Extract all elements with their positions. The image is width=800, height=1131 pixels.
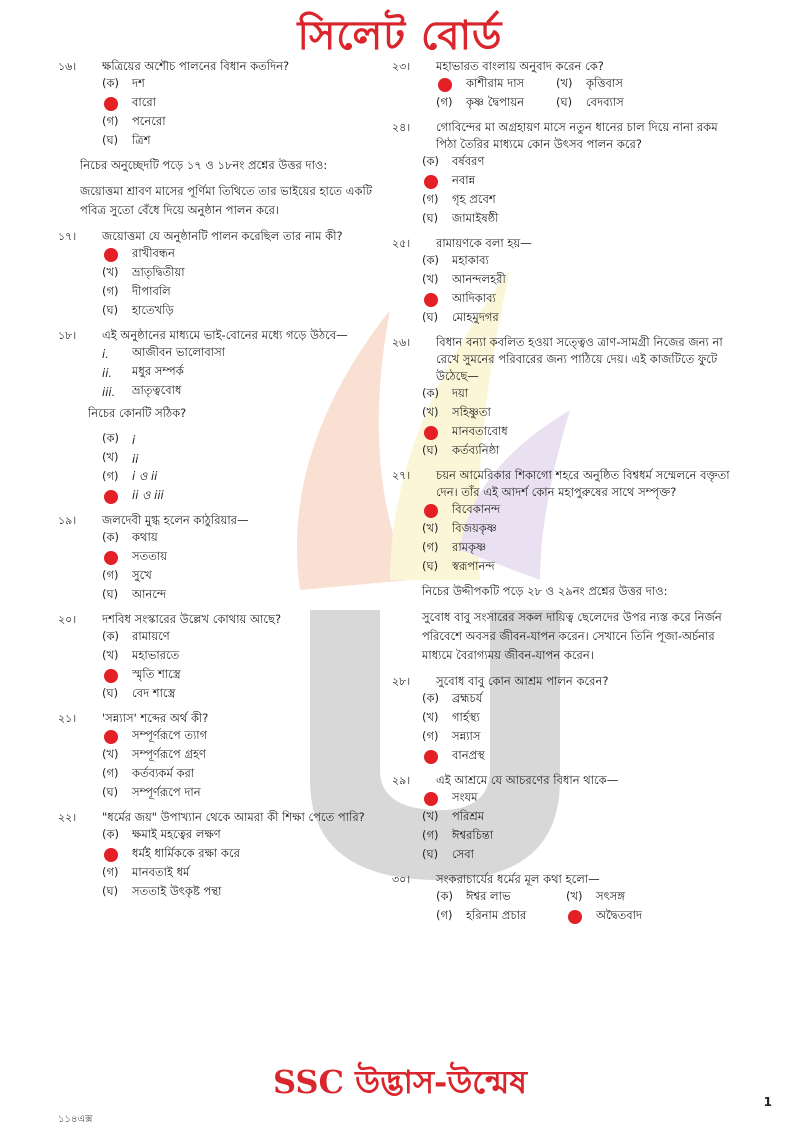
option: (গ) পনেরো bbox=[102, 114, 166, 128]
option: (ক) দয়া bbox=[422, 386, 469, 400]
passage-text: জয়োত্তমা শ্রাবণ মাসের পূর্ণিমা তিথিতে তার ভাইয়ের হাতে একটি পবিত্র সুতো বেঁধে দিয়ে অনুষ্ঠান পালন করে। bbox=[80, 184, 373, 217]
question-29: ২৯। এই আশ্রমে যে আচরণের বিধান থাকে— সংযম (খ) পরিশ্রম (গ) ঈশ্বরচিন্তা (ঘ) সেবা bbox=[392, 772, 732, 865]
question-text: ক্ষত্রিয়ের অশৌচ পালনের বিধান কতদিন? bbox=[102, 59, 290, 73]
option-answer: বারো bbox=[102, 94, 388, 113]
answer-dot-icon bbox=[104, 848, 118, 862]
option: (ক) কথায় bbox=[102, 530, 158, 544]
option-answer: সম্পূর্ণরূপে ত্যাগ bbox=[102, 727, 388, 746]
question-17: ১৭। জয়োত্তমা যে অনুষ্ঠানটি পালন করেছিল তার নাম কী? রাখীবন্ধন (খ) ভ্রাতৃদ্বিতীয়া (গ) দীপাবলি (ঘ) হাতেখড়ি bbox=[58, 228, 388, 321]
answer-dot-icon bbox=[424, 792, 438, 806]
left-column bbox=[58, 58, 388, 908]
option: (ঘ) ত্রিশ bbox=[102, 133, 151, 147]
page-title: সিলেট বোর্ড bbox=[297, 13, 503, 59]
option: (গ) রামকৃষ্ণ bbox=[422, 540, 487, 554]
answer-dot-icon bbox=[568, 910, 582, 924]
option: (গ) গৃহ প্রবেশ bbox=[422, 192, 496, 206]
option: (খ) ii bbox=[102, 450, 139, 466]
question-22: ২২। "ধর্মের জয়" উপাখ্যান থেকে আমরা কী শিক্ষা পেতে পারি? (ক) ক্ষমাই মহত্বের লক্ষণ ধর্মই ধার্মিককে রক্ষা করে (গ) মানবতাই ধর্ম (ঘ) সততাই উৎকৃষ্ট পন্থা bbox=[58, 809, 388, 902]
option: (খ) মহাভারতে bbox=[102, 648, 180, 662]
option: (খ) ভ্রাতৃদ্বিতীয়া bbox=[102, 265, 185, 279]
option: (খ) বিজয়কৃষ্ণ bbox=[422, 521, 497, 535]
option-answer: সততায় bbox=[102, 548, 388, 567]
answer-dot-icon bbox=[104, 669, 118, 683]
option: (ক) রামায়ণে bbox=[102, 629, 170, 643]
option: (গ) সন্ন্যাস bbox=[422, 729, 481, 743]
option-answer: আদিকাব্য bbox=[422, 290, 732, 309]
answer-dot-icon bbox=[424, 293, 438, 307]
option: (খ) আনন্দলহরী bbox=[422, 272, 506, 286]
option: (ঘ) সততাই উৎকৃষ্ট পন্থা bbox=[102, 884, 222, 898]
question-27: ২৭। চয়ন আমেরিকার শিকাগো শহরে অনুষ্ঠিত বিশ্বধর্ম সম্মেলনে বক্তৃতা দেন। তাঁর এই আদর্শ কোন মহাপুরুষের সাথে সম্পৃক্ত? বিবেকানন্দ (খ) বিজয়কৃষ্ণ (গ) রামকৃষ্ণ (ঘ) স্বরূপানন্দ bbox=[392, 467, 732, 577]
right-column bbox=[392, 58, 732, 932]
statement: ii. মধুর সম্পর্ক bbox=[102, 364, 184, 380]
passage-instruction: নিচের অনুচ্ছেদটি পড়ে ১৭ ও ১৮নং প্রশ্নের উত্তর দাও: bbox=[80, 158, 328, 172]
option: (খ) সহিষ্ণুতা bbox=[422, 405, 491, 419]
option: (ঘ) কর্তব্যনিষ্ঠা bbox=[422, 443, 500, 457]
option: (ক) ক্ষমাই মহত্বের লক্ষণ bbox=[102, 827, 221, 841]
passage-text: সুবোধ বাবু সংসারের সকল দায়িত্ব ছেলেদের উপর ন্যস্ত করে নির্জন পরিবেশে অবসর জীবন-যাপন করেন। সেখানে তিনি পূজা-অর্চনার মাধ্যমে বৈরাগ্যময় জীবন-যাপন করেন। bbox=[422, 610, 722, 662]
option-answer: সংযম bbox=[422, 789, 732, 808]
question-number: ১৬। bbox=[58, 60, 77, 73]
option: (গ) দীপাবলি bbox=[102, 284, 171, 298]
question-16 bbox=[58, 58, 388, 151]
question-18: ১৮। এই অনুষ্ঠানের মাধ্যমে ভাই-বোনের মধ্যে গড়ে উঠবে— i. আজীবন ভালোবাসা ii. মধুর সম্পর্ক iii. ভ্রাতৃত্ববোধ নিচের কোনটি সঠিক? (ক) i (খ) ii (গ) i ও ii ii ও iii bbox=[58, 327, 388, 506]
question-26: ২৬। বিধান বন্যা কবলিত হওয়া সত্ত্বেও ত্রাণ-সামগ্রী নিজের জন্য না রেখে সুমনের পরিবারের জন্য পাঠিয়ে দেয়। এই কাজটিতে ফুটে উঠেছে— (ক) দয়া (খ) সহিষ্ণুতা মানবতাবোধ (ঘ) কর্তব্যনিষ্ঠা bbox=[392, 334, 732, 461]
question-20: ২০। দশবিধ সংস্কারের উল্লেখ কোথায় আছে? (ক) রামায়ণে (খ) মহাভারতে স্মৃতি শাস্ত্রে (ঘ) বেদ শাস্ত্রে bbox=[58, 611, 388, 704]
option: (ক) দশ bbox=[102, 76, 145, 90]
which-correct: নিচের কোনটি সঠিক? bbox=[88, 406, 187, 420]
option-answer: বিবেকানন্দ bbox=[422, 501, 732, 520]
option: (গ) কর্তব্যকর্ম করা bbox=[102, 766, 195, 780]
option: (খ) কৃত্তিবাস bbox=[556, 76, 623, 90]
option: (ঘ) বেদব্যাস bbox=[556, 95, 624, 109]
option: (গ) কৃষ্ণ দ্বৈপায়ন bbox=[436, 95, 524, 109]
option: (গ) ঈশ্বরচিন্তা bbox=[422, 828, 494, 842]
option-answer: মানবতাবোধ bbox=[422, 423, 732, 442]
footer-brand: SSC উদ্ভাস-উন্মেষ bbox=[273, 1063, 527, 1101]
option: (খ) সম্পূর্ণরূপে গ্রহণ bbox=[102, 747, 206, 761]
page-mark: 1 bbox=[763, 1095, 772, 1109]
option-answer: কাশীরাম দাস bbox=[436, 75, 556, 94]
question-28: ২৮। সুবোধ বাবু কোন আশ্রম পালন করেন? (ক) ব্রহ্মচর্য (খ) গার্হস্থ্য (গ) সন্ন্যাস বানপ্রস্থ bbox=[392, 673, 732, 766]
option: (ঘ) বেদ শাস্ত্রে bbox=[102, 686, 176, 700]
answer-dot-icon bbox=[104, 97, 118, 111]
option-answer: রাখীবন্ধন bbox=[102, 245, 388, 264]
option-answer: নবান্ন bbox=[422, 172, 732, 191]
option: (ক) মহাকাব্য bbox=[422, 253, 489, 267]
passage-instruction: নিচের উদ্দীপকটি পড়ে ২৮ ও ২৯নং প্রশ্নের উত্তর দাও: bbox=[422, 584, 668, 598]
answer-dot-icon bbox=[424, 426, 438, 440]
option-answer: বানপ্রস্থ bbox=[422, 747, 732, 766]
question-30: ৩০। সংকরাচার্যের ধর্মের মূল কথা হলো— (ক) ঈশ্বর লাভ (খ) সৎসঙ্গ (গ) হরিনাম প্রচার অদ্বৈতবাদ bbox=[392, 871, 732, 926]
statement: iii. ভ্রাতৃত্ববোধ bbox=[102, 383, 182, 399]
option: (ঘ) আনন্দে bbox=[102, 587, 167, 601]
answer-dot-icon bbox=[104, 551, 118, 565]
question-23: ২৩। মহাভারত বাংলায় অনুবাদ করেন কে? কাশীরাম দাস (খ) কৃত্তিবাস (গ) কৃষ্ণ দ্বৈপায়ন (ঘ) বেদব্যাস bbox=[392, 58, 732, 113]
answer-dot-icon bbox=[104, 248, 118, 262]
option: (ঘ) জামাইষষ্ঠী bbox=[422, 211, 499, 225]
option: (ঘ) সম্পূর্ণরূপে দান bbox=[102, 785, 201, 799]
option: (গ) সুখে bbox=[102, 568, 152, 582]
answer-dot-icon bbox=[104, 730, 118, 744]
question-25: ২৫। রামায়ণকে বলা হয়— (ক) মহাকাব্য (খ) আনন্দলহরী আদিকাব্য (ঘ) মোহমুদগর bbox=[392, 235, 732, 328]
option: (ঘ) হাতেখড়ি bbox=[102, 303, 174, 317]
answer-dot-icon bbox=[438, 78, 452, 92]
option-answer: স্মৃতি শাস্ত্রে bbox=[102, 666, 388, 685]
option: (ক) ব্রহ্মচর্য bbox=[422, 691, 483, 705]
answer-dot-icon bbox=[424, 504, 438, 518]
option: (গ) হরিনাম প্রচার bbox=[436, 908, 527, 922]
option: (খ) পরিশ্রম bbox=[422, 809, 485, 823]
option: (খ) গার্হস্থ্য bbox=[422, 710, 480, 724]
page-number: ১১৪এক্স bbox=[58, 1114, 93, 1125]
option: (ঘ) স্বরূপানন্দ bbox=[422, 559, 495, 573]
option: (ক) ঈশ্বর লাভ bbox=[436, 889, 511, 903]
answer-dot-icon bbox=[424, 175, 438, 189]
option: (গ) i ও ii bbox=[102, 469, 158, 483]
answer-dot-icon bbox=[424, 750, 438, 764]
option: (খ) সৎসঙ্গ bbox=[566, 889, 625, 903]
statement: i. আজীবন ভালোবাসা bbox=[102, 345, 226, 361]
question-21: ২১। 'সন্ন্যাস' শব্দের অর্থ কী? সম্পূর্ণরূপে ত্যাগ (খ) সম্পূর্ণরূপে গ্রহণ (গ) কর্তব্যকর্ম করা (ঘ) সম্পূর্ণরূপে দান bbox=[58, 710, 388, 803]
option: (ঘ) সেবা bbox=[422, 847, 474, 861]
option-answer: ধর্মই ধার্মিককে রক্ষা করে bbox=[102, 845, 388, 864]
option: (ঘ) মোহমুদগর bbox=[422, 310, 499, 324]
option-answer: অদ্বৈতবাদ bbox=[566, 907, 686, 926]
answer-dot-icon bbox=[104, 490, 118, 504]
option: (ক) i bbox=[102, 431, 136, 447]
option-answer: ii ও iii bbox=[102, 487, 388, 506]
option: (গ) মানবতাই ধর্ম bbox=[102, 865, 190, 879]
question-24: ২৪। গোবিন্দের মা অগ্রহায়ণ মাসে নতুন ধানের চাল দিয়ে নানা রকম পিঠা তৈরির মাধ্যমে কোন উৎসব পালন করে? (ক) বর্ষবরণ নবান্ন (গ) গৃহ প্রবেশ (ঘ) জামাইষষ্ঠী bbox=[392, 119, 732, 229]
question-19: ১৯। জলদেবী মুগ্ধ হলেন কাঠুরিয়ার— (ক) কথায় সততায় (গ) সুখে (ঘ) আনন্দে bbox=[58, 512, 388, 605]
option: (ক) বর্ষবরণ bbox=[422, 154, 485, 168]
